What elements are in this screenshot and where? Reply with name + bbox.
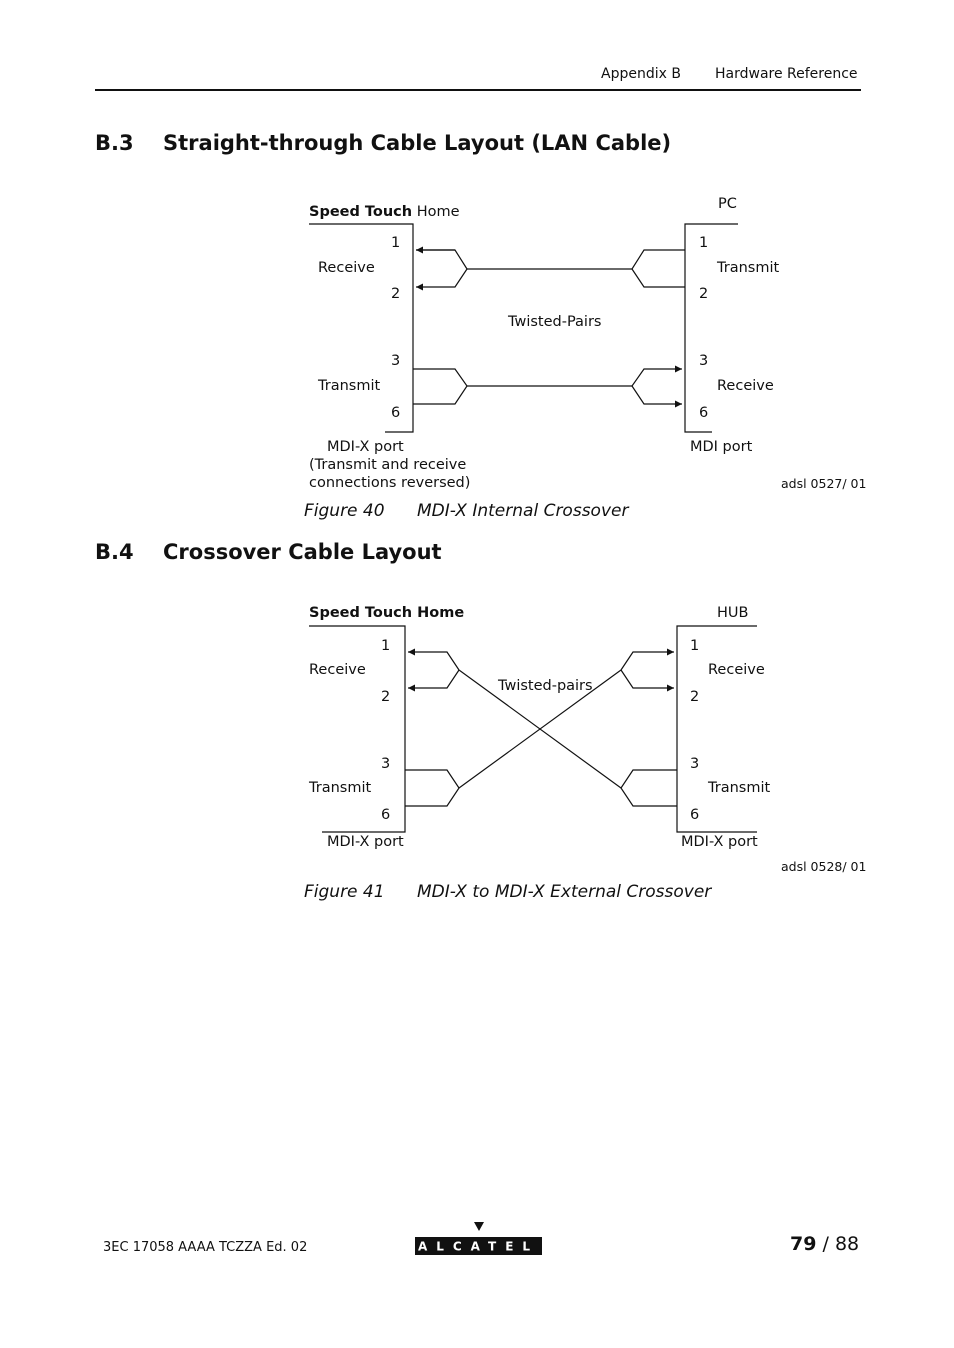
f41-right-transmit-pair [621,770,677,806]
figure-41-lines [309,626,757,832]
f40-cable-label: Twisted-Pairs [508,314,602,330]
f41-left-pin-3: 3 [381,756,391,772]
f40-left-transmit-label: Transmit [318,378,381,394]
f40-caption-text: MDI-X Internal Crossover [417,501,629,521]
f41-left-pin-2: 2 [381,689,391,705]
section-b4-title: Crossover Cable Layout [163,540,442,564]
f41-left-device-outline [309,626,405,832]
f40-left-pin-3: 3 [391,353,401,369]
header-appendix: Appendix B [601,66,681,82]
alcatel-logo [415,1221,542,1255]
f40-left-device-outline [309,224,413,432]
f41-right-pin-1: 1 [690,638,700,654]
f40-caption-number: Figure 40 [304,501,385,521]
f41-device-right: HUB [717,605,749,621]
f40-right-transmit-pair [632,250,685,287]
f41-right-transmit-label: Transmit [708,780,771,796]
f41-left-port: MDI-X port [327,834,404,850]
f40-right-pin-1: 1 [699,235,709,251]
f40-left-receive-label: Receive [318,260,375,276]
f40-right-receive-label: Receive [717,378,774,394]
f41-right-port: MDI-X port [681,834,758,850]
f41-caption-number: Figure 41 [304,882,385,902]
f40-right-pin-2: 2 [699,286,709,302]
f41-left-pin-6: 6 [381,807,391,823]
f41-left-receive-label: Receive [309,662,366,678]
f40-right-transmit-label: Transmit [717,260,780,276]
f40-right-port: MDI port [690,439,753,455]
f40-left-port-line1: MDI-X port [327,439,404,455]
f40-right-pin-6: 6 [699,405,709,421]
f40-right-pin-3: 3 [699,353,709,369]
footer-doc-ref: 3EC 17058 AAAA TCZZA Ed. 02 [103,1240,308,1255]
f40-right-device-outline [685,224,738,432]
f41-left-transmit-label: Transmit [309,780,372,796]
f41-left-transmit-pair [405,770,459,806]
f40-left-pin-2: 2 [391,286,401,302]
section-b4-number: B.4 [95,540,134,564]
section-b3-title: Straight-through Cable Layout (LAN Cable) [163,131,672,155]
header-section: Hardware Reference [715,66,858,82]
alcatel-logo-text: ALCATEL [417,1239,540,1254]
f40-left-pin-1: 1 [391,235,401,251]
f41-cable-label: Twisted-pairs [498,678,593,694]
f41-right-pin-2: 2 [690,689,700,705]
f40-left-transmit-pair [413,369,467,404]
f41-right-receive-label: Receive [708,662,765,678]
f40-left-port-line3: connections reversed) [309,475,471,491]
f41-left-pin-1: 1 [381,638,391,654]
f41-right-pin-6: 6 [690,807,700,823]
f40-device-left: Speed Touch Home [309,204,460,220]
f41-ref: adsl 0528/ 01 [781,859,867,874]
f40-left-port-line2: (Transmit and receive [309,457,467,473]
f41-right-pin-3: 3 [690,756,700,772]
f40-right-receive-pair [632,369,682,386]
f40-left-pin-6: 6 [391,405,401,421]
f40-left-receive-pair [416,250,467,287]
f40-ref: adsl 0527/ 01 [781,476,867,491]
f41-right-device-outline [677,626,757,832]
section-b3-number: B.3 [95,131,134,155]
f41-device-left: Speed Touch Home [309,605,465,621]
f41-caption-text: MDI-X to MDI-X External Crossover [417,882,712,902]
f40-device-right: PC [718,196,737,212]
page-number: 79 / 88 [790,1233,860,1255]
